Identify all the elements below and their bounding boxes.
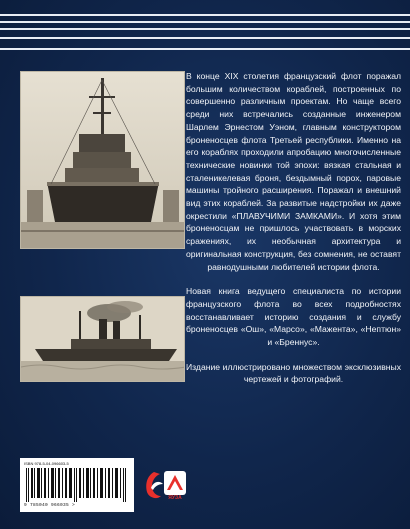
top-stripe xyxy=(0,37,410,39)
battleship-illustration xyxy=(21,72,185,249)
description xyxy=(186,70,401,386)
barcode-icon xyxy=(24,468,130,502)
top-stripe xyxy=(0,21,410,23)
battleship-photo-sea xyxy=(20,296,185,382)
isbn-label: ISBN 978-5-04-096603-5 xyxy=(24,461,69,466)
description-paragraph-3: Издание иллюстрировано множеством эксклюзивных чертежей и фотографий. xyxy=(186,361,401,385)
top-stripe xyxy=(0,14,410,16)
top-stripe xyxy=(0,48,410,50)
eksmo-logo-icon xyxy=(143,470,165,502)
yauza-logo-text: ЯУЗА xyxy=(168,495,182,501)
battleship-sea-illustration xyxy=(21,297,185,382)
barcode-digits: 9 785040 966035 > xyxy=(24,503,76,508)
top-stripe xyxy=(0,28,410,30)
battleship-photo-dock xyxy=(20,71,185,249)
description-paragraph-1: В конце XIX столетия французский флот поражал большим количеством кораблей, построенных по совершенно различным проектам. Но чаще всего среди них встречались созданные инженером Шарлем Эрнестом Уэном, главным конструктором броненосцев флота Третьей республики. Именно на его кораблях проходили апробацию многочисленные технические новинки той эпохи: вязкая стальная и сталеникелевая броня, бездымный порох, паровые машины тройного расширения. Поражал и внешний вид этих кораблей. За развитые надстройки их даже окрестили «ПЛАВУЧИМИ ЗАМКАМИ». И хотя этим броненосцам не пришлось участвовать в морских сражениях, их необычная архитектура и оригинальная конструкция, без сомнения, не оставят равнодушными любителей истории флота. xyxy=(186,71,401,272)
description-paragraph-2: Новая книга ведущего специалиста по истории французского флота во всех подробностях восстанавливает историю создания и службу броненосцев «Ош», «Марсо», «Мажента», «Нептюн» и «Бреннус». xyxy=(186,286,401,348)
isbn-barcode xyxy=(20,458,134,512)
